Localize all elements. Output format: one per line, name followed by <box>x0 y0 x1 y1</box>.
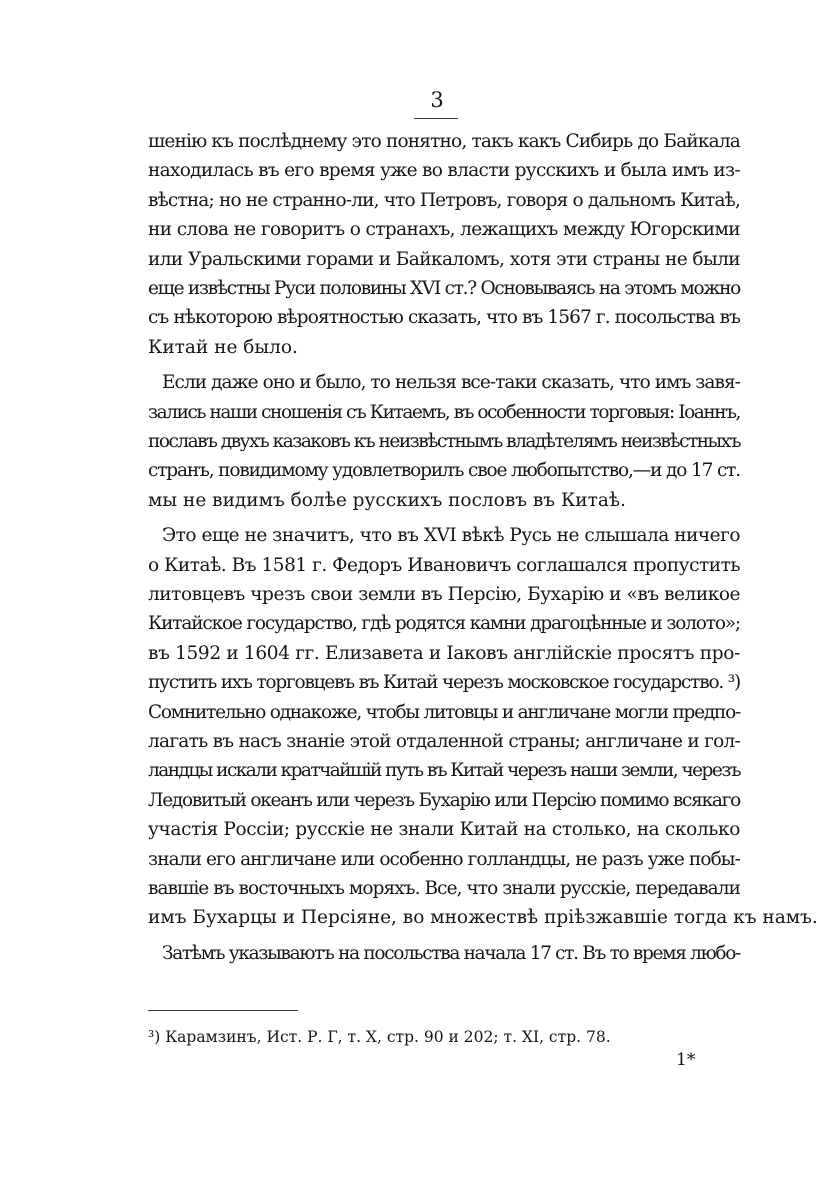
text-line: о Китаѣ. Въ 1581 г. Федоръ Ивановичъ соглашался пропустить <box>148 555 740 576</box>
text-line: съ нѣкоторою вѣроятностью сказать, что въ 1567 г. посольства въ <box>148 307 740 328</box>
text-line: зались наши сношенія съ Китаемъ, въ особенности торговыя: Іоаннъ, <box>148 402 740 423</box>
text-line: Это еще не значитъ, что въ XVI вѣкѣ Русь не слышала ничего <box>162 525 741 546</box>
text-line: еще извѣстны Руси половины XVI ст.? Основываясь на этомъ можно <box>148 278 740 299</box>
page-number-rule <box>414 118 458 119</box>
footnote: ³) Карамзинъ, Ист. Р. Г, т. X, стр. 90 и 202; т. XI, стр. 78. <box>148 1028 611 1046</box>
text-line: лагать въ насъ знаніе этой отдаленной страны; англичане и гол- <box>148 731 741 752</box>
text-line: вавшіе въ восточныхъ моряхъ. Все, что знали русскіе, передавали <box>148 878 740 899</box>
text-line: Если даже оно и было, то нельзя все-таки сказать, что имъ завя- <box>162 372 740 393</box>
page-number: 3 <box>430 88 444 112</box>
text-line: находилась въ его время уже во власти русскихъ и была имъ из- <box>148 160 740 181</box>
text-line: литовцевъ чрезъ свои земли въ Персію, Бухарію и «въ великое <box>148 584 741 605</box>
text-line: Сомнительно однакоже, чтобы литовцы и англичане могли предпо- <box>148 702 740 723</box>
text-line: или Уральскими горами и Байкаломъ, хотя эти страны не были <box>148 249 741 270</box>
text-line: вѣстна; но не странно-ли, что Петровъ, говоря о дальномъ Китаѣ, <box>148 190 741 211</box>
text-line: пославъ двухъ казаковъ къ неизвѣстнымъ владѣтелямъ неизвѣстныхъ <box>148 431 741 452</box>
text-line: мы не видимъ болѣе русскихъ пословъ въ Китаѣ. <box>148 490 626 511</box>
text-line: въ 1592 и 1604 гг. Елизавета и Іаковъ англійскіе просятъ про- <box>148 643 741 664</box>
footnote-rule <box>148 1010 298 1011</box>
text-line: странъ, повидимому удовлетворилъ свое любопытство,—и до 17 ст. <box>148 460 741 481</box>
text-line: знали его англичане или особенно голландцы, не разъ уже побы- <box>148 849 740 870</box>
text-line: Китайское государство, гдѣ родятся камни драгоцѣнные и золото»; <box>148 613 740 634</box>
text-line: Затѣмъ указываютъ на посольства начала 17 ст. Въ то время любо- <box>162 943 740 964</box>
text-line: участія Россіи; русскіе не знали Китай на столько, на сколько <box>148 819 741 840</box>
text-line: ни слова не говоритъ о странахъ, лежащихъ между Югорскими <box>148 219 740 240</box>
text-line: ландцы искали кратчайшій путь въ Китай черезъ наши земли, черезъ <box>148 760 741 781</box>
text-line: имъ Бухарцы и Персіяне, во множествѣ пріѣзжавшіе тогда къ намъ. <box>148 907 818 928</box>
text-line: Ледовитый океанъ или черезъ Бухарію или Персію помимо всякаго <box>148 790 741 811</box>
text-line: шенію къ послѣднему это понятно, такъ какъ Сибирь до Байкала <box>148 131 740 152</box>
signature-mark: 1* <box>676 1050 696 1070</box>
text-line: пустить ихъ торговцевъ въ Китай черезъ московское государство. ³) <box>148 672 740 693</box>
text-line: Китай не было. <box>148 337 298 358</box>
